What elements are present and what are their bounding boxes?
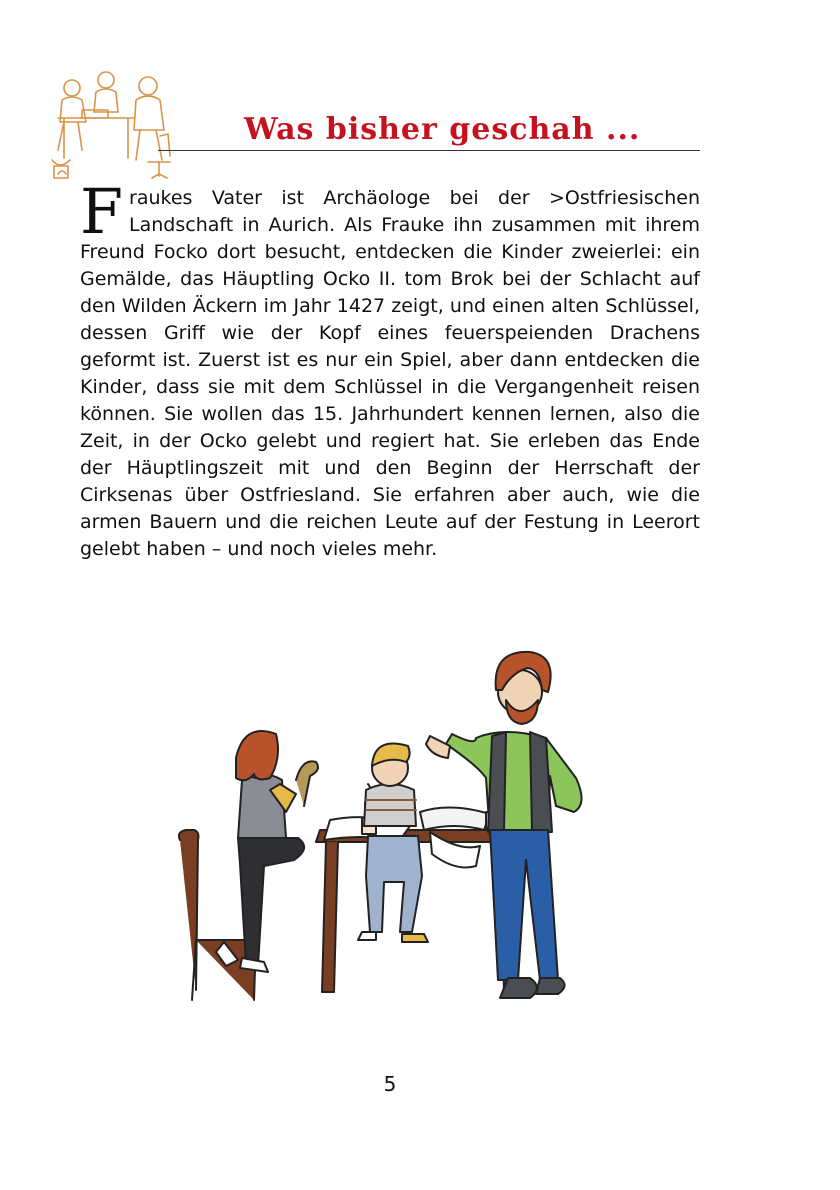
- scene-illustration: [170, 640, 610, 1010]
- header-ornament-illustration: [48, 66, 178, 186]
- page-title: Was bisher geschah ...: [244, 112, 641, 147]
- body-paragraph: [80, 175, 700, 563]
- drop-cap: F: [80, 175, 124, 248]
- page-number: 5: [383, 1072, 397, 1096]
- paragraph-text: raukes Vater ist Archäologe bei der >Ostfriesischen Landschaft in Aurich. Als Frauke ihn zusammen mit ihrem Freund Focko dort besucht, entdecken die Kinder zweierlei: ein Gemälde, das Häuptling Ocko II. tom Brok bei der Schlacht auf den Wilden Äckern im Jahr 1427 zeigt, und einen alten Schlüssel, dessen Griff wie der Kopf eines feuerspeienden Drachens geformt ist. Zuerst ist es nur ein Spiel, aber dann entdecken die Kinder, dass sie mit dem Schlüssel in die Vergangenheit reisen können. Sie wollen das 15. Jahrhundert kennen lernen, also die Zeit, in der Ocko gelebt und regiert hat. Sie erleben das Ende der Häuptlingszeit mit und den Beginn der Herrschaft der Cirksenas über Ostfriesland. Sie erfahren aber auch, wie die armen Bauern und die reichen Leute auf der Festung in Leerort gelebt haben – und noch vieles mehr.: [80, 187, 700, 560]
- title-divider: [158, 150, 700, 151]
